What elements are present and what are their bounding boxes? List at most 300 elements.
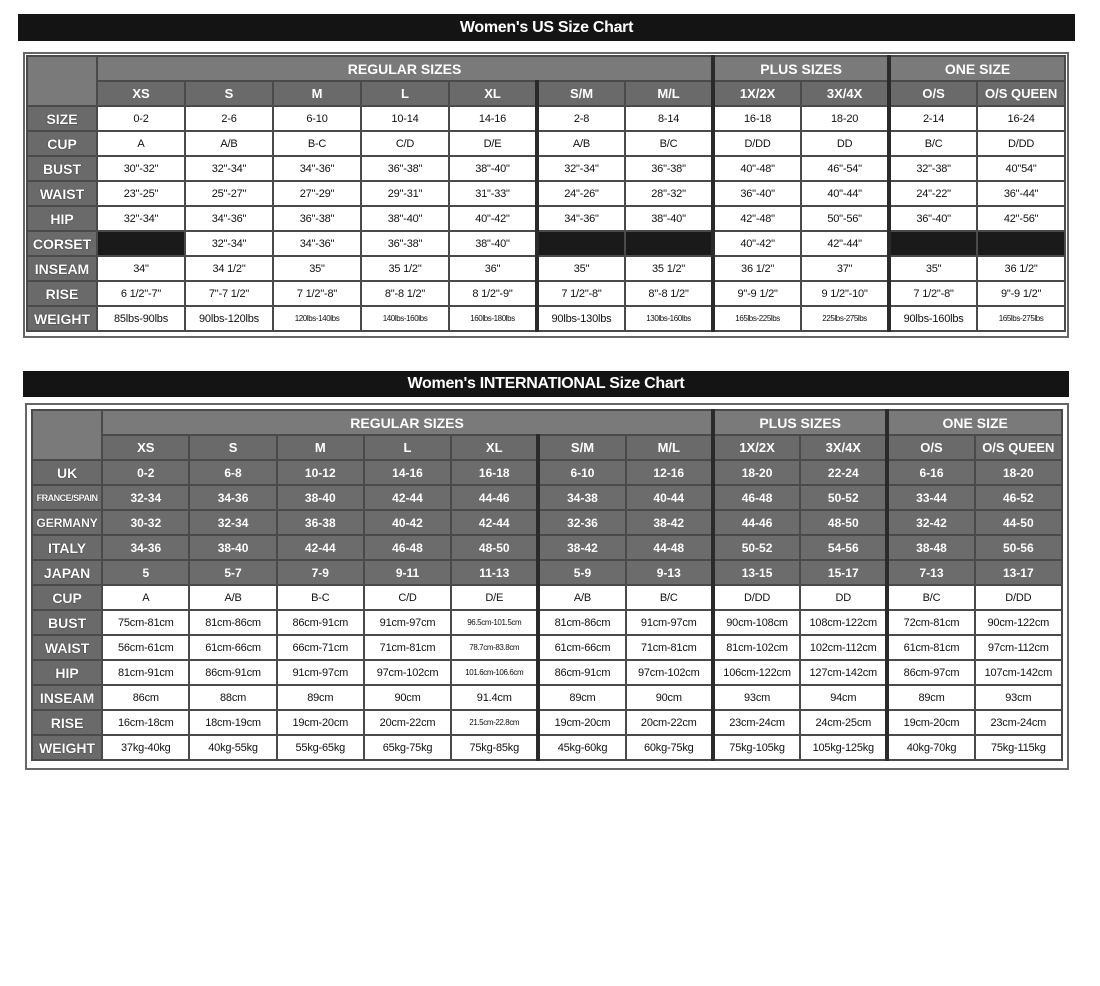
size-header-o-s-queen: O/S QUEEN	[975, 435, 1062, 460]
size-header-xl: XL	[451, 435, 538, 460]
value-cell: 165lbs-225lbs	[713, 306, 801, 331]
value-cell: B-C	[277, 585, 364, 610]
value-cell: 35 1/2"	[361, 256, 449, 281]
value-cell: D/DD	[977, 131, 1065, 156]
value-cell: 71cm-81cm	[364, 635, 451, 660]
value-cell: 97cm-102cm	[364, 660, 451, 685]
blank-cell	[97, 231, 185, 256]
value-cell: 35 1/2"	[625, 256, 713, 281]
value-cell: D/E	[449, 131, 537, 156]
value-cell: 14-16	[449, 106, 537, 131]
value-cell: 90cm	[364, 685, 451, 710]
row-label-waist: WAIST	[27, 181, 97, 206]
size-header-o-s: O/S	[887, 435, 974, 460]
value-cell: 46-48	[713, 485, 800, 510]
value-cell: 12-16	[626, 460, 713, 485]
value-cell: 23cm-24cm	[713, 710, 800, 735]
value-cell: 23"-25"	[97, 181, 185, 206]
value-cell: 19cm-20cm	[538, 710, 625, 735]
size-header-s-m: S/M	[537, 81, 625, 106]
table-row	[32, 460, 1062, 485]
value-cell: 37kg-40kg	[102, 735, 189, 760]
group-header-regular-sizes: REGULAR SIZES	[102, 410, 713, 435]
value-cell: 78.7cm-83.8cm	[451, 635, 538, 660]
value-cell: 32"-34"	[97, 206, 185, 231]
value-cell: 32-36	[538, 510, 625, 535]
row-label-weight: WEIGHT	[27, 306, 97, 331]
value-cell: 34-38	[538, 485, 625, 510]
row-label-japan: JAPAN	[32, 560, 102, 585]
row-label-bust: BUST	[27, 156, 97, 181]
value-cell: 20cm-22cm	[626, 710, 713, 735]
group-header-regular-sizes: REGULAR SIZES	[97, 56, 713, 81]
value-cell: 89cm	[887, 685, 974, 710]
value-cell: 91.4cm	[451, 685, 538, 710]
value-cell: 34"	[97, 256, 185, 281]
value-cell: 38"-40"	[625, 206, 713, 231]
value-cell: 42-44	[277, 535, 364, 560]
value-cell: 36"-38"	[625, 156, 713, 181]
value-cell: 7-13	[887, 560, 974, 585]
row-label-weight: WEIGHT	[32, 735, 102, 760]
value-cell: 30-32	[102, 510, 189, 535]
row-label-cup: CUP	[27, 131, 97, 156]
size-header-xs: XS	[97, 81, 185, 106]
value-cell: 2-6	[185, 106, 273, 131]
size-header-l: L	[361, 81, 449, 106]
value-cell: 32-42	[887, 510, 974, 535]
value-cell: 38-42	[538, 535, 625, 560]
value-cell: B/C	[887, 585, 974, 610]
value-cell: 107cm-142cm	[975, 660, 1062, 685]
value-cell: 40-42	[364, 510, 451, 535]
value-cell: 33-44	[887, 485, 974, 510]
value-cell: 225lbs-275lbs	[801, 306, 889, 331]
value-cell: 44-46	[451, 485, 538, 510]
value-cell: 44-46	[713, 510, 800, 535]
value-cell: 13-15	[713, 560, 800, 585]
value-cell: 34"-36"	[537, 206, 625, 231]
value-cell: 32"-34"	[537, 156, 625, 181]
value-cell: 35"	[537, 256, 625, 281]
value-cell: A	[102, 585, 189, 610]
value-cell: D/DD	[713, 585, 800, 610]
row-label-rise: RISE	[32, 710, 102, 735]
value-cell: 81cm-102cm	[713, 635, 800, 660]
value-cell: 90cm-122cm	[975, 610, 1062, 635]
value-cell: 66cm-71cm	[277, 635, 364, 660]
value-cell: 34"-36"	[273, 231, 361, 256]
value-cell: 42-44	[451, 510, 538, 535]
table-row	[27, 281, 1065, 306]
value-cell: 32-34	[189, 510, 276, 535]
value-cell: 38-42	[626, 510, 713, 535]
group-header-plus-sizes: PLUS SIZES	[713, 410, 887, 435]
value-cell: 14-16	[364, 460, 451, 485]
row-label-waist: WAIST	[32, 635, 102, 660]
value-cell: 75kg-105kg	[713, 735, 800, 760]
value-cell: 38-40	[189, 535, 276, 560]
table-row	[32, 610, 1062, 635]
value-cell: 16-18	[713, 106, 801, 131]
value-cell: DD	[801, 131, 889, 156]
value-cell: B/C	[889, 131, 977, 156]
value-cell: 36"-40"	[889, 206, 977, 231]
group-header-one-size: ONE SIZE	[889, 56, 1065, 81]
value-cell: 37"	[801, 256, 889, 281]
value-cell: 86cm-91cm	[277, 610, 364, 635]
table-row	[32, 685, 1062, 710]
value-cell: 46-52	[975, 485, 1062, 510]
value-cell: 6-10	[273, 106, 361, 131]
value-cell: 6 1/2"-7"	[97, 281, 185, 306]
value-cell: 55kg-65kg	[277, 735, 364, 760]
value-cell: 94cm	[800, 685, 887, 710]
value-cell: 106cm-122cm	[713, 660, 800, 685]
row-label-corset: CORSET	[27, 231, 97, 256]
value-cell: 72cm-81cm	[887, 610, 974, 635]
value-cell: 18-20	[801, 106, 889, 131]
value-cell: 36 1/2"	[977, 256, 1065, 281]
value-cell: 6-16	[887, 460, 974, 485]
value-cell: 81cm-91cm	[102, 660, 189, 685]
table-row	[32, 585, 1062, 610]
value-cell: 50"-56"	[801, 206, 889, 231]
table-row	[27, 256, 1065, 281]
size-header-1x-2x: 1X/2X	[713, 435, 800, 460]
value-cell: 81cm-86cm	[189, 610, 276, 635]
value-cell: 16-18	[451, 460, 538, 485]
value-cell: 40kg-55kg	[189, 735, 276, 760]
value-cell: 127cm-142cm	[800, 660, 887, 685]
table-row	[32, 660, 1062, 685]
intl-size-table	[31, 409, 1063, 761]
table-row	[27, 106, 1065, 131]
value-cell: B/C	[625, 131, 713, 156]
value-cell: 7"-7 1/2"	[185, 281, 273, 306]
value-cell: 36"-38"	[273, 206, 361, 231]
size-header-m: M	[277, 435, 364, 460]
row-label-bust: BUST	[32, 610, 102, 635]
value-cell: 38"-40"	[449, 231, 537, 256]
value-cell: 7 1/2"-8"	[889, 281, 977, 306]
value-cell: 91cm-97cm	[277, 660, 364, 685]
value-cell: 42"-56"	[977, 206, 1065, 231]
value-cell: 6-8	[189, 460, 276, 485]
value-cell: 97cm-102cm	[626, 660, 713, 685]
value-cell: 102cm-112cm	[800, 635, 887, 660]
value-cell: 28"-32"	[625, 181, 713, 206]
value-cell: 27"-29"	[273, 181, 361, 206]
table-row	[32, 710, 1062, 735]
size-header-s: S	[189, 435, 276, 460]
value-cell: B/C	[626, 585, 713, 610]
size-header-m-l: M/L	[625, 81, 713, 106]
value-cell: 8"-8 1/2"	[625, 281, 713, 306]
value-cell: 89cm	[277, 685, 364, 710]
value-cell: 7 1/2"-8"	[537, 281, 625, 306]
value-cell: 60kg-75kg	[626, 735, 713, 760]
value-cell: 86cm-91cm	[189, 660, 276, 685]
blank-cell	[977, 231, 1065, 256]
size-header-xs: XS	[102, 435, 189, 460]
value-cell: B-C	[273, 131, 361, 156]
row-label-germany: GERMANY	[32, 510, 102, 535]
row-label-france-spain: FRANCE/SPAIN	[32, 485, 102, 510]
value-cell: 120lbs-140lbs	[273, 306, 361, 331]
value-cell: 18-20	[975, 460, 1062, 485]
corner-cell	[27, 56, 97, 106]
value-cell: 8-14	[625, 106, 713, 131]
value-cell: 34"-36"	[273, 156, 361, 181]
value-cell: 86cm-97cm	[887, 660, 974, 685]
value-cell: A/B	[185, 131, 273, 156]
row-label-hip: HIP	[32, 660, 102, 685]
value-cell: 61cm-66cm	[538, 635, 625, 660]
value-cell: 44-48	[626, 535, 713, 560]
value-cell: 101.6cm-106.6cm	[451, 660, 538, 685]
value-cell: A	[97, 131, 185, 156]
value-cell: 24cm-25cm	[800, 710, 887, 735]
value-cell: 130lbs-160lbs	[625, 306, 713, 331]
value-cell: 36"-38"	[361, 231, 449, 256]
value-cell: 40-44	[626, 485, 713, 510]
size-header-m-l: M/L	[626, 435, 713, 460]
size-header-1x-2x: 1X/2X	[713, 81, 801, 106]
value-cell: C/D	[361, 131, 449, 156]
value-cell: 48-50	[800, 510, 887, 535]
value-cell: 9-11	[364, 560, 451, 585]
table-row	[32, 635, 1062, 660]
table-row	[27, 231, 1065, 256]
value-cell: 40"54"	[977, 156, 1065, 181]
value-cell: 34-36	[189, 485, 276, 510]
value-cell: 10-14	[361, 106, 449, 131]
value-cell: 18cm-19cm	[189, 710, 276, 735]
value-cell: 36"-44"	[977, 181, 1065, 206]
value-cell: 50-52	[800, 485, 887, 510]
value-cell: 22-24	[800, 460, 887, 485]
group-header-one-size: ONE SIZE	[887, 410, 1062, 435]
value-cell: 38-40	[277, 485, 364, 510]
value-cell: 65kg-75kg	[364, 735, 451, 760]
value-cell: 90lbs-130lbs	[537, 306, 625, 331]
value-cell: 13-17	[975, 560, 1062, 585]
value-cell: 34 1/2"	[185, 256, 273, 281]
value-cell: 9 1/2"-10"	[801, 281, 889, 306]
value-cell: 40"-44"	[801, 181, 889, 206]
value-cell: DD	[800, 585, 887, 610]
us-chart-title: Women's US Size Chart	[18, 14, 1075, 41]
value-cell: 38"-40"	[449, 156, 537, 181]
value-cell: 32-34	[102, 485, 189, 510]
size-header-3x-4x: 3X/4X	[801, 81, 889, 106]
value-cell: 50-56	[975, 535, 1062, 560]
value-cell: 35"	[889, 256, 977, 281]
value-cell: 18-20	[713, 460, 800, 485]
value-cell: 97cm-112cm	[975, 635, 1062, 660]
value-cell: 32"-34"	[185, 231, 273, 256]
value-cell: 34-36	[102, 535, 189, 560]
table-row	[27, 181, 1065, 206]
value-cell: 160lbs-180lbs	[449, 306, 537, 331]
value-cell: 88cm	[189, 685, 276, 710]
value-cell: 32"-38"	[889, 156, 977, 181]
row-label-hip: HIP	[27, 206, 97, 231]
value-cell: D/E	[451, 585, 538, 610]
value-cell: 24"-22"	[889, 181, 977, 206]
value-cell: 75kg-115kg	[975, 735, 1062, 760]
value-cell: 44-50	[975, 510, 1062, 535]
value-cell: 36"-40"	[713, 181, 801, 206]
value-cell: 32"-34"	[185, 156, 273, 181]
size-header-o-s-queen: O/S QUEEN	[977, 81, 1065, 106]
table-row	[32, 535, 1062, 560]
value-cell: 108cm-122cm	[800, 610, 887, 635]
value-cell: 56cm-61cm	[102, 635, 189, 660]
value-cell: 5-9	[538, 560, 625, 585]
value-cell: 19cm-20cm	[887, 710, 974, 735]
value-cell: 140lbs-160lbs	[361, 306, 449, 331]
table-row	[27, 156, 1065, 181]
value-cell: 54-56	[800, 535, 887, 560]
value-cell: 36"-38"	[361, 156, 449, 181]
value-cell: 9"-9 1/2"	[713, 281, 801, 306]
value-cell: 105kg-125kg	[800, 735, 887, 760]
value-cell: D/DD	[713, 131, 801, 156]
value-cell: 89cm	[538, 685, 625, 710]
table-row	[32, 510, 1062, 535]
value-cell: 31"-33"	[449, 181, 537, 206]
value-cell: 38-48	[887, 535, 974, 560]
value-cell: 19cm-20cm	[277, 710, 364, 735]
value-cell: 6-10	[538, 460, 625, 485]
table-row	[32, 735, 1062, 760]
value-cell: 36-38	[277, 510, 364, 535]
value-cell: 11-13	[451, 560, 538, 585]
row-label-size: SIZE	[27, 106, 97, 131]
value-cell: 25"-27"	[185, 181, 273, 206]
value-cell: 165lbs-275lbs	[977, 306, 1065, 331]
value-cell: 91cm-97cm	[626, 610, 713, 635]
value-cell: 10-12	[277, 460, 364, 485]
value-cell: 48-50	[451, 535, 538, 560]
value-cell: 23cm-24cm	[975, 710, 1062, 735]
value-cell: 7-9	[277, 560, 364, 585]
value-cell: A/B	[537, 131, 625, 156]
value-cell: 8"-8 1/2"	[361, 281, 449, 306]
value-cell: 42"-48"	[713, 206, 801, 231]
value-cell: 5-7	[189, 560, 276, 585]
value-cell: 71cm-81cm	[626, 635, 713, 660]
value-cell: 7 1/2"-8"	[273, 281, 361, 306]
size-header-o-s: O/S	[889, 81, 977, 106]
value-cell: 9-13	[626, 560, 713, 585]
value-cell: 20cm-22cm	[364, 710, 451, 735]
row-label-uk: UK	[32, 460, 102, 485]
value-cell: 30"-32"	[97, 156, 185, 181]
value-cell: 2-8	[537, 106, 625, 131]
row-label-italy: ITALY	[32, 535, 102, 560]
value-cell: 46"-54"	[801, 156, 889, 181]
intl-chart-title: Women's INTERNATIONAL Size Chart	[23, 371, 1069, 397]
value-cell: 40"-42"	[713, 231, 801, 256]
size-header-3x-4x: 3X/4X	[800, 435, 887, 460]
value-cell: 15-17	[800, 560, 887, 585]
size-header-s: S	[185, 81, 273, 106]
value-cell: 16-24	[977, 106, 1065, 131]
value-cell: 0-2	[102, 460, 189, 485]
value-cell: 90cm	[626, 685, 713, 710]
value-cell: 90cm-108cm	[713, 610, 800, 635]
value-cell: 21.5cm-22.8cm	[451, 710, 538, 735]
group-header-plus-sizes: PLUS SIZES	[713, 56, 889, 81]
value-cell: 91cm-97cm	[364, 610, 451, 635]
value-cell: 85lbs-90lbs	[97, 306, 185, 331]
value-cell: 5	[102, 560, 189, 585]
value-cell: 46-48	[364, 535, 451, 560]
value-cell: 2-14	[889, 106, 977, 131]
value-cell: 36"	[449, 256, 537, 281]
value-cell: 9"-9 1/2"	[977, 281, 1065, 306]
value-cell: 34"-36"	[185, 206, 273, 231]
table-row	[27, 131, 1065, 156]
value-cell: 42-44	[364, 485, 451, 510]
value-cell: 61cm-81cm	[887, 635, 974, 660]
value-cell: 35"	[273, 256, 361, 281]
value-cell: A/B	[189, 585, 276, 610]
table-row	[27, 206, 1065, 231]
value-cell: 75cm-81cm	[102, 610, 189, 635]
value-cell: 0-2	[97, 106, 185, 131]
blank-cell	[625, 231, 713, 256]
value-cell: 40kg-70kg	[887, 735, 974, 760]
blank-cell	[537, 231, 625, 256]
size-header-s-m: S/M	[538, 435, 625, 460]
table-row	[32, 560, 1062, 585]
size-header-m: M	[273, 81, 361, 106]
value-cell: 61cm-66cm	[189, 635, 276, 660]
value-cell: 8 1/2"-9"	[449, 281, 537, 306]
value-cell: 38"-40"	[361, 206, 449, 231]
row-label-inseam: INSEAM	[27, 256, 97, 281]
blank-cell	[889, 231, 977, 256]
value-cell: 24"-26"	[537, 181, 625, 206]
row-label-cup: CUP	[32, 585, 102, 610]
value-cell: 86cm-91cm	[538, 660, 625, 685]
value-cell: 93cm	[975, 685, 1062, 710]
us-size-table	[26, 55, 1066, 332]
value-cell: 90lbs-120lbs	[185, 306, 273, 331]
value-cell: 42"-44"	[801, 231, 889, 256]
value-cell: 86cm	[102, 685, 189, 710]
value-cell: 81cm-86cm	[538, 610, 625, 635]
size-header-l: L	[364, 435, 451, 460]
size-header-xl: XL	[449, 81, 537, 106]
row-label-rise: RISE	[27, 281, 97, 306]
table-row	[32, 485, 1062, 510]
value-cell: 40"-48"	[713, 156, 801, 181]
corner-cell	[32, 410, 102, 460]
value-cell: 90lbs-160lbs	[889, 306, 977, 331]
value-cell: 50-52	[713, 535, 800, 560]
value-cell: 96.5cm-101.5cm	[451, 610, 538, 635]
value-cell: 29"-31"	[361, 181, 449, 206]
value-cell: 93cm	[713, 685, 800, 710]
value-cell: 75kg-85kg	[451, 735, 538, 760]
row-label-inseam: INSEAM	[32, 685, 102, 710]
value-cell: C/D	[364, 585, 451, 610]
